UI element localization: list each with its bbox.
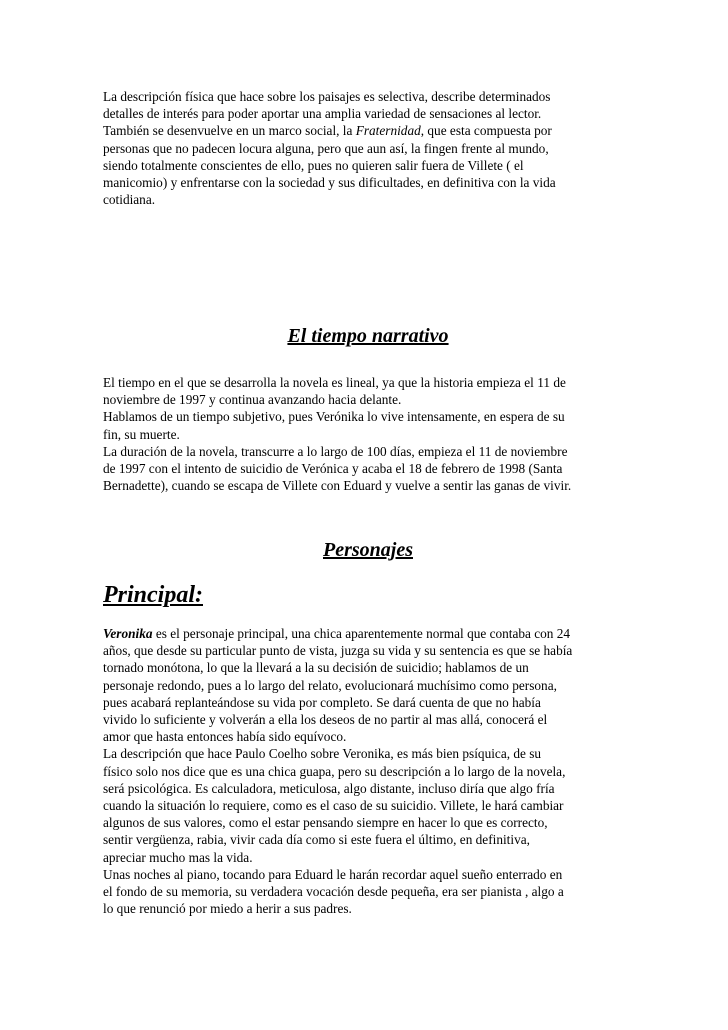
text-line: manicomio) y enfrentarse con la sociedad y sus dificultades, en definitiva con la vida <box>103 175 556 191</box>
text-line <box>103 625 572 642</box>
character-name: Veronika <box>103 626 153 641</box>
personajes-heading: Personajes <box>323 539 413 561</box>
fraternidad-term: Fraternidad <box>355 123 421 139</box>
text-line: pues acabará replanteándose su vida por completo. Se dará cuenta de que no había <box>103 694 541 710</box>
text-line: La duración de la novela, transcurre a lo largo de 100 días, empieza el 11 de noviembre <box>103 443 568 459</box>
text-line: vivido lo suficiente y volverán a ella los deseos de no partir al mas allá, conocerá el <box>103 712 548 728</box>
text-line: algunos de sus valores, como el estar pensando siempre en hacer lo que es correcto, <box>103 815 548 831</box>
text-line: años, que desde su particular punto de vista, juzga su vida y su sentencia es que se había <box>103 643 573 659</box>
text-line: cotidiana. <box>103 192 156 208</box>
tiempo-heading: El tiempo narrativo <box>287 325 449 347</box>
principal-subheading: Principal: <box>103 582 203 608</box>
text-line: Bernadette), cuando se escapa de Villete con Eduard y vuelve a sentir las ganas de vivir. <box>103 478 572 494</box>
text-line: sentir vergüenza, rabia, vivir cada día como si este fuera el último, en definitiva, <box>103 832 530 848</box>
text-line: tornado monótona, lo que la llevará a la su decisión de suicidio; hablamos de un <box>103 660 529 676</box>
text-line: siendo totalmente conscientes de ello, pues no quieren salir fuera de Villete ( el <box>103 157 524 173</box>
text-line: lo que renunció por miedo a herir a sus padres. <box>103 901 352 917</box>
text-line <box>103 122 556 139</box>
text-line: físico solo nos dice que es una chica guapa, pero su descripción a lo largo de la novela, <box>103 763 566 779</box>
text-line: Unas noches al piano, tocando para Eduard le harán recordar aquel sueño enterrado en <box>103 866 563 882</box>
text-line: La descripción física que hace sobre los paisajes es selectiva, describe determinados <box>103 89 551 104</box>
text-line: de 1997 con el intento de suicidio de Verónica y acaba el 18 de febrero de 1998 (Santa <box>103 461 563 477</box>
text-segment: También se desenvuelve en un marco social, la <box>103 123 356 139</box>
personajes-paragraph <box>103 625 572 917</box>
intro-paragraph <box>103 88 556 208</box>
text-line: Hablamos de un tiempo subjetivo, pues Verónika lo vive intensamente, en espera de su <box>103 409 565 425</box>
text-line: amor que hasta entonces había sido equívoco. <box>103 729 347 745</box>
text-line: noviembre de 1997 y continua avanzando hacia delante. <box>103 392 402 408</box>
text-line: apreciar mucho mas la vida. <box>103 849 253 865</box>
text-line: cuando la situación lo requiere, como es el caso de su suicidio. Villete, le hará cambiar <box>103 798 564 814</box>
text-segment: es el personaje principal, una chica aparentemente normal que contaba con 24 <box>152 626 571 641</box>
text-segment: , que esta compuesta por <box>420 123 552 139</box>
text-line: personas que no padecen locura alguna, pero que aun así, la fingen frente al mundo, <box>103 140 549 156</box>
tiempo-paragraph <box>103 374 571 494</box>
text-line: fin, su muerte. <box>103 426 180 442</box>
text-line: personaje redondo, pues a lo largo del relato, evolucionará muchísimo como persona, <box>103 677 557 693</box>
text-line: El tiempo en el que se desarrolla la novela es lineal, ya que la historia empieza el 11 de <box>103 375 566 390</box>
text-line: será psicológica. Es calculadora, meticulosa, algo distante, incluso diría que algo fría <box>103 780 555 796</box>
text-line: detalles de interés para poder aportar una amplia variedad de sensaciones al lector. <box>103 106 542 122</box>
text-line: el fondo de su memoria, su verdadera vocación desde pequeña, era ser pianista , algo a <box>103 884 564 900</box>
text-line: La descripción que hace Paulo Coelho sobre Veronika, es más bien psíquica, de su <box>103 746 542 762</box>
